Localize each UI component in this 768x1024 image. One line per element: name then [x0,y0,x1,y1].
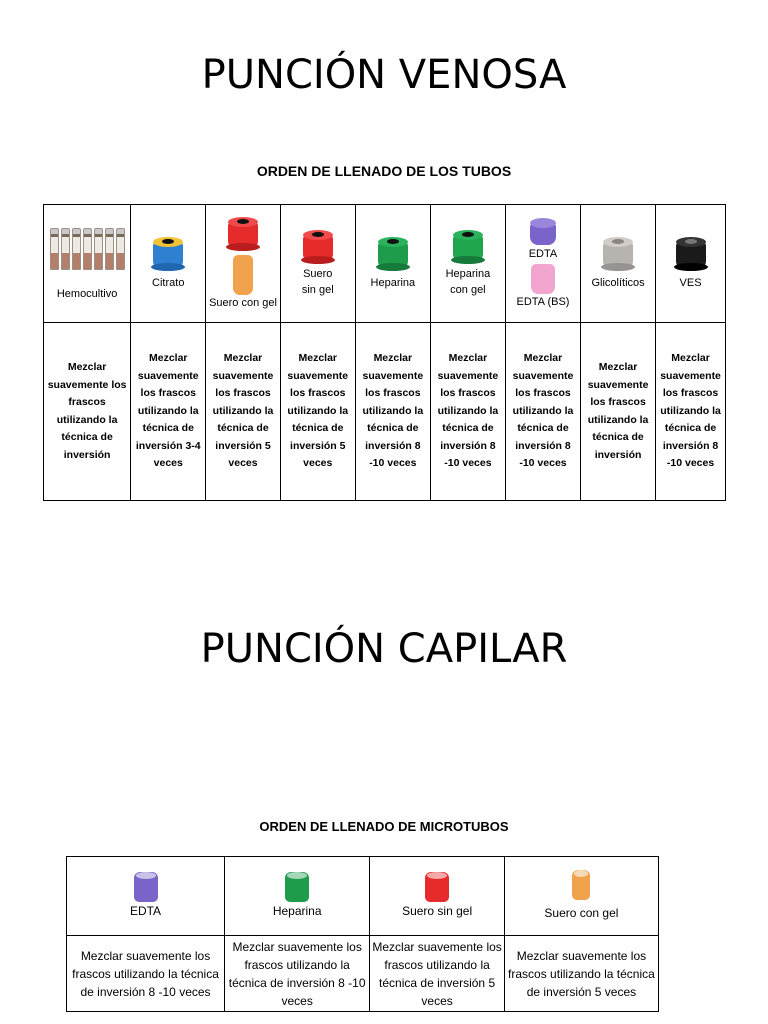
tube-label: Suero sin gel [301,267,334,296]
tube-header-row [44,205,726,323]
microtube-cell-edta [67,857,225,936]
microtube-label: Suero con gel [544,906,619,920]
instruction-cell: Mezclar suavemente los frascos utilizando la técnica de inversión 8 -10 veces [355,323,430,501]
tube-label-secondary: EDTA (BS) [516,295,570,308]
microtube-header-row [67,857,659,936]
purple-cap-tube-icon [530,218,556,246]
microtube-cell-heparina [225,857,370,936]
microtube-cell-suero-sin-gel [370,857,505,936]
instruction-cell: Mezclar suavemente los frascos utilizando la técnica de inversión 5 veces [206,323,280,501]
pink-cap-tube-icon [531,264,555,294]
microtube-instruction-cell: Mezclar suavemente los frascos utilizando la técnica de inversión 8 -10 veces [225,936,370,1012]
tube-cell-suero-con-gel [206,205,280,323]
tube-label: Suero con gel [209,296,277,309]
purple-microtube-icon [134,872,158,902]
tube-label: Citrato [152,276,185,289]
tube-label: Hemocultivo [56,287,118,300]
red-cap-tube-icon [228,217,258,251]
gray-cap-tube-icon [603,237,633,271]
tube-cell-ves [656,205,726,323]
tube-cell-edta [505,205,580,323]
page-title-venosa: PUNCIÓN VENOSA [201,52,567,98]
instruction-cell: Mezclar suavemente los frascos utilizando la técnica de inversión 8 -10 veces [430,323,505,501]
microtube-label: Heparina [272,904,322,918]
tube-cell-citrato [131,205,206,323]
tube-label: Glicolíticos [591,276,645,289]
tube-label: EDTA [528,247,558,260]
microtube-instruction-cell: Mezclar suavemente los frascos utilizando la técnica de inversión 5 veces [370,936,505,1012]
instruction-cell: Mezclar suavemente los frascos utilizando la técnica de inversión 8 -10 veces [656,323,726,501]
tube-label: VES [679,276,702,289]
green-cap-tube-icon [453,230,483,264]
tube-cell-suero-sin-gel [280,205,355,323]
tube-cell-heparina [355,205,430,323]
green-cap-tube-icon [378,237,408,271]
microtube-label: Suero sin gel [402,904,473,918]
instruction-cell: Mezclar suavemente los frascos utilizando la técnica de inversión [581,323,656,501]
blue-cap-tube-icon [153,237,183,271]
venosa-tube-table [43,204,726,501]
table-title-venosa: ORDEN DE LLENADO DE LOS TUBOS [256,163,512,179]
tube-cell-heparina-con-gel [430,205,505,323]
green-microtube-icon [285,872,309,902]
microtube-instruction-cell: Mezclar suavemente los frascos utilizando la técnica de inversión 8 -10 veces [67,936,225,1012]
instruction-cell: Mezclar suavemente los frascos utilizando la técnica de inversión [44,323,131,501]
tube-cell-glicoliticos [581,205,656,323]
instruction-row [44,323,726,501]
instruction-cell: Mezclar suavemente los frascos utilizando la técnica de inversión 8 -10 veces [505,323,580,501]
instruction-cell: Mezclar suavemente los frascos utilizando la técnica de inversión 3-4 veces [131,323,206,501]
microtube-instruction-row [67,936,659,1012]
microtube-label: EDTA [129,904,162,918]
page-title-capilar: PUNCIÓN CAPILAR [200,626,568,672]
gold-cap-tube-icon [233,255,253,295]
table-title-capilar: ORDEN DE LLENADO DE MICROTUBOS [259,819,509,834]
red-microtube-icon [425,872,449,902]
tube-label: Heparina con gel [445,267,491,296]
tube-cell-hemocultivo [44,205,131,323]
red-cap-tube-icon [303,230,333,264]
orange-microtube-icon [572,870,590,900]
tube-label: Heparina [370,276,416,289]
blood-culture-bottles-icon [46,226,128,270]
black-cap-tube-icon [676,237,706,271]
microtube-cell-suero-con-gel [504,857,658,936]
microtube-instruction-cell: Mezclar suavemente los frascos utilizando la técnica de inversión 5 veces [504,936,658,1012]
instruction-cell: Mezclar suavemente los frascos utilizando la técnica de inversión 5 veces [280,323,355,501]
capilar-microtube-table [66,856,659,1012]
